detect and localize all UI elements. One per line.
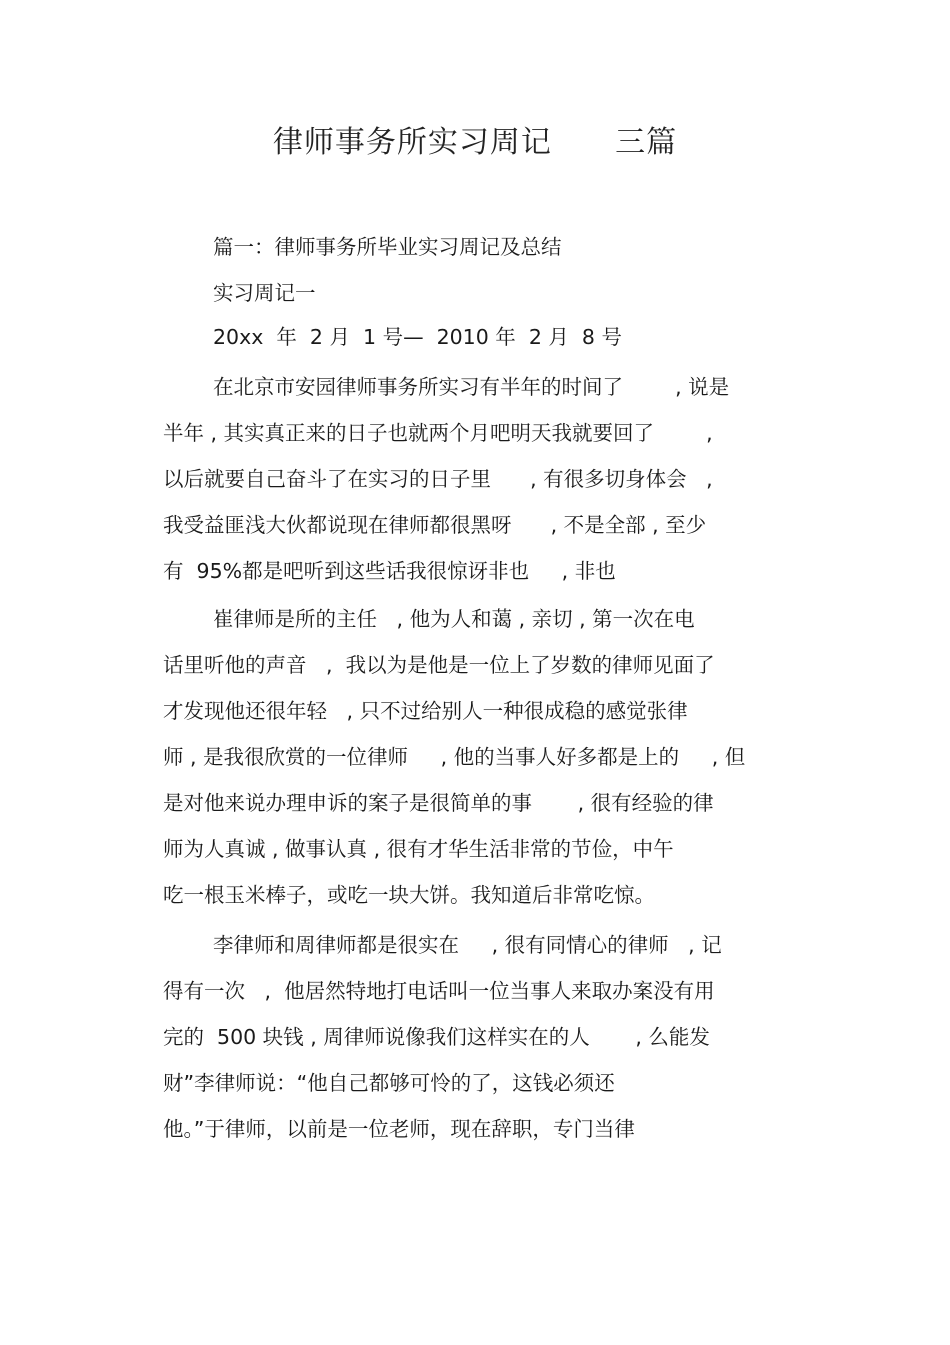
paragraph-line: 完的 500 块钱 , 周律师说像我们这样实在的人 , 么能发 bbox=[163, 1025, 710, 1049]
paragraph-line: 吃一根玉米棒子，或吃一块大饼。我知道后非常吃惊。 bbox=[163, 883, 655, 907]
paragraph-line: 半年 , 其实真正来的日子也就两个月吧明天我就要回了 , bbox=[163, 421, 713, 445]
paragraph-line: 他。”于律师，以前是一位老师，现在辞职，专门当律 bbox=[163, 1117, 635, 1141]
paragraph-line: 是对他来说办理申诉的案子是很简单的事 , 很有经验的律 bbox=[163, 791, 714, 815]
paragraph-line: 话里听他的声音 , 我以为是他是一位上了岁数的律师见面了 bbox=[163, 653, 715, 677]
paragraph-line: 得有一次 , 他居然特地打电话叫一位当事人来取办案没有用 bbox=[163, 979, 715, 1003]
paragraph-line: 崔律师是所的主任 , 他为人和蔼 , 亲切 , 第一次在电 bbox=[213, 607, 695, 631]
paragraph-line: 师为人真诚 , 做事认真 , 很有才华生活非常的节俭，中午 bbox=[163, 837, 674, 861]
paragraph-line: 才发现他还很年轻 , 只不过给别人一种很成稳的感觉张律 bbox=[163, 699, 688, 723]
paragraph-line: 在北京市安园律师事务所实习有半年的时间了 , 说是 bbox=[213, 375, 730, 399]
paragraph-line: 以后就要自己奋斗了在实习的日子里 , 有很多切身体会 , bbox=[163, 467, 713, 491]
paragraph-line: 财”李律师说：“他自己都够可怜的了，这钱必须还 bbox=[163, 1071, 615, 1095]
paragraph-line: 师 , 是我很欣赏的一位律师 , 他的当事人好多都是上的 , 但 bbox=[163, 745, 746, 769]
document-title: 律师事务所实习周记 三篇 bbox=[272, 125, 678, 160]
subsection-heading: 实习周记一 bbox=[213, 281, 316, 305]
section-heading: 篇一：律师事务所毕业实习周记及总结 bbox=[213, 235, 562, 259]
date-line: 20xx 年 2 月 1 号— 2010 年 2 月 8 号 bbox=[213, 325, 622, 349]
paragraph-line: 李律师和周律师都是很实在 , 很有同情心的律师 , 记 bbox=[213, 933, 722, 957]
paragraph-line: 有 95%都是吧听到这些话我很惊讶非也 , 非也 bbox=[163, 559, 616, 583]
paragraph-line: 我受益匪浅大伙都说现在律师都很黑呀 , 不是全部 , 至少 bbox=[163, 513, 707, 537]
